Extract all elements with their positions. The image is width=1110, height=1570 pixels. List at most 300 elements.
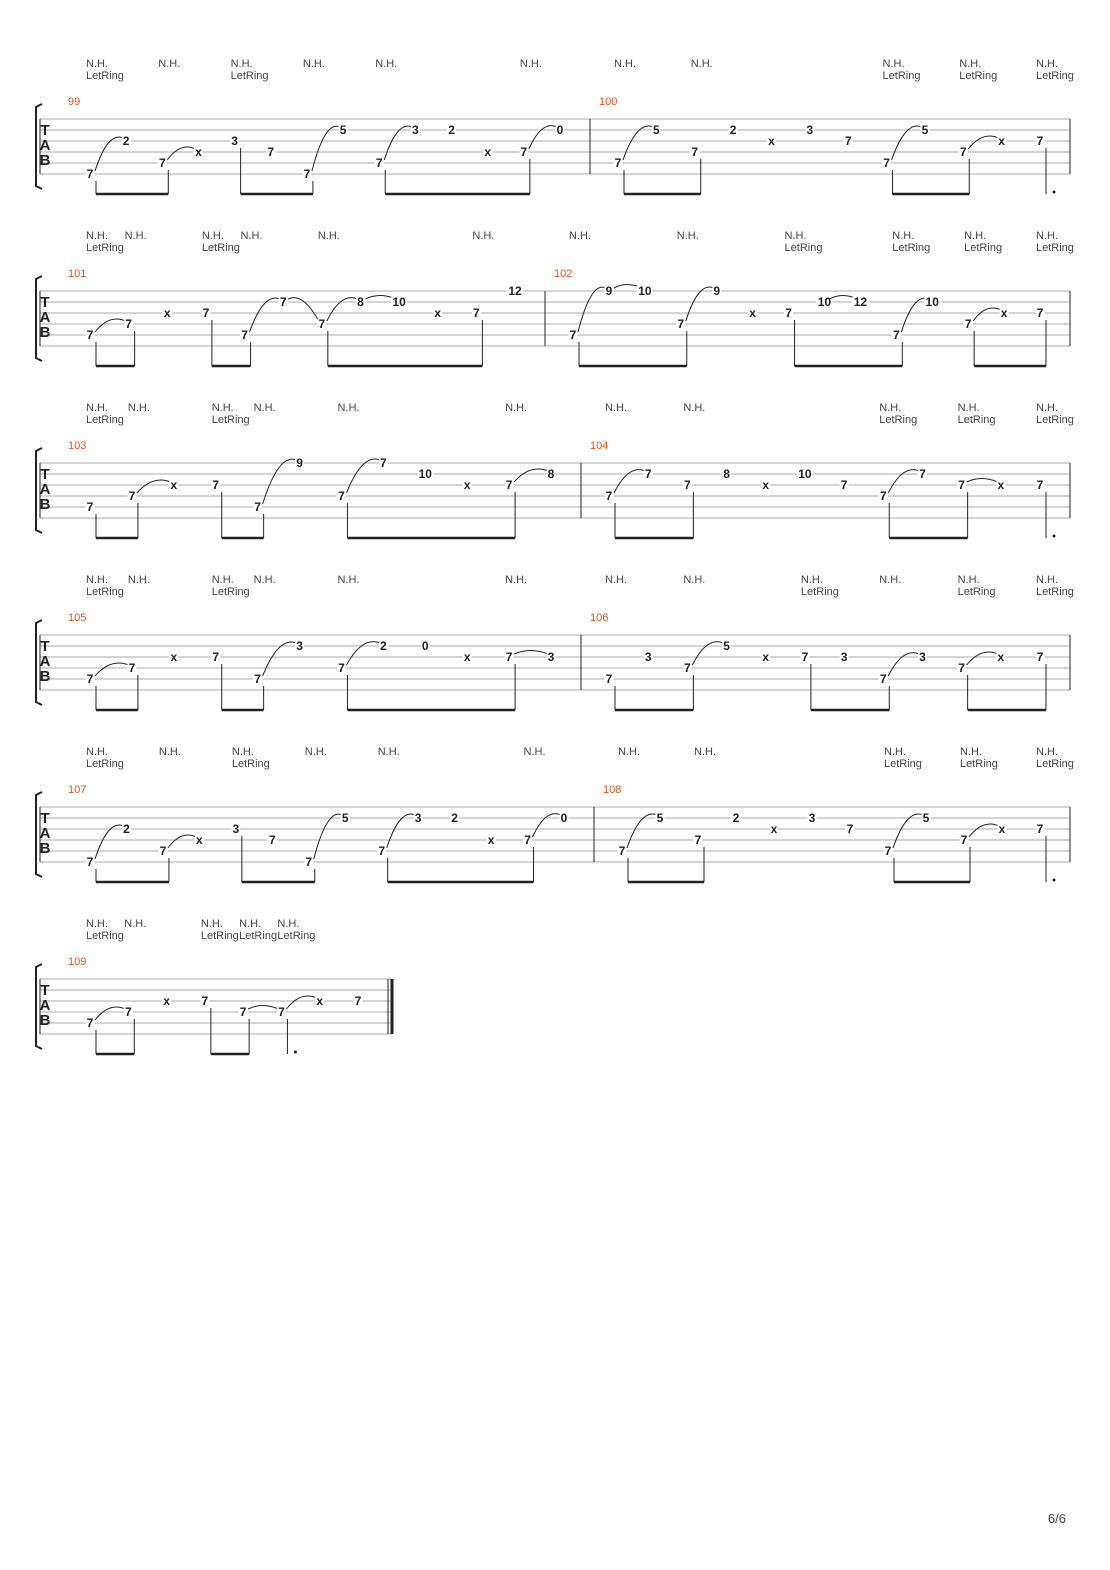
let-ring-label: LetRing — [884, 758, 922, 770]
natural-harmonic-label: N.H. — [253, 574, 276, 586]
fret-number: 7 — [919, 467, 926, 481]
measure-number: 102 — [554, 268, 573, 280]
natural-harmonic-label: N.H. — [211, 402, 234, 414]
natural-harmonic-label: N.H. — [676, 230, 699, 242]
fret-number: 7 — [241, 328, 248, 342]
dead-note: x — [170, 478, 178, 492]
measure-number: 106 — [590, 612, 609, 624]
fret-number: 7 — [605, 489, 613, 503]
natural-harmonic-label: N.H. — [240, 230, 263, 242]
fret-number: 7 — [254, 500, 261, 514]
fret-number: 7 — [86, 500, 94, 514]
tie-arc — [623, 126, 653, 160]
measure-number: 103 — [68, 440, 87, 452]
tie-arc — [168, 835, 196, 848]
let-ring-label: LetRing — [239, 930, 278, 942]
dead-note: x — [463, 478, 471, 492]
let-ring-label: LetRing — [1036, 758, 1074, 770]
tie-arc — [314, 814, 342, 859]
fret-number: 9 — [713, 284, 721, 298]
tab-clef-letter: B — [39, 840, 51, 857]
dotted-rhythm — [1053, 535, 1056, 538]
let-ring-label: LetRing — [211, 586, 250, 598]
natural-harmonic-label: N.H. — [472, 230, 495, 242]
dead-note: x — [487, 833, 495, 847]
natural-harmonic-label: N.H. — [1036, 574, 1058, 586]
tie-arc — [95, 825, 123, 859]
dead-note: x — [170, 650, 178, 664]
tie-arc — [892, 126, 922, 160]
tab-clef-letter: B — [39, 668, 51, 685]
fret-number: 5 — [922, 811, 930, 825]
tie-arc — [514, 651, 548, 655]
tab-clef-letter: T — [40, 638, 50, 655]
page-number: 6/6 — [1047, 1511, 1066, 1526]
fret-number: 7 — [1036, 306, 1044, 320]
tie-arc — [967, 479, 998, 483]
fret-number: 2 — [451, 811, 458, 825]
fret-number: 7 — [505, 650, 513, 664]
tie-arc — [263, 459, 297, 504]
tie-arc — [514, 469, 548, 482]
fret-number: 7 — [644, 467, 652, 481]
natural-harmonic-label: N.H. — [86, 58, 108, 70]
let-ring-label: LetRing — [964, 242, 1003, 254]
tab-clef-letter: A — [39, 309, 51, 326]
fret-number: 7 — [375, 156, 383, 170]
fret-number: 7 — [202, 306, 210, 320]
fret-number: 0 — [556, 123, 564, 137]
fret-number: 7 — [338, 661, 345, 675]
natural-harmonic-label: N.H. — [86, 574, 108, 586]
fret-number: 3 — [232, 822, 240, 836]
fret-number: 7 — [305, 855, 313, 869]
fret-number: 7 — [964, 317, 972, 331]
fret-number: 7 — [879, 489, 887, 503]
fret-number: 7 — [86, 167, 94, 181]
fret-number: 7 — [694, 833, 702, 847]
tie-arc — [286, 996, 316, 1009]
natural-harmonic-label: N.H. — [505, 574, 528, 586]
dead-note: x — [998, 822, 1006, 836]
natural-harmonic-label: N.H. — [800, 574, 823, 586]
fret-number: 9 — [296, 456, 303, 470]
dead-note: x — [195, 145, 202, 159]
natural-harmonic-label: N.H. — [124, 918, 147, 930]
let-ring-label: LetRing — [800, 586, 839, 598]
let-ring-label: LetRing — [277, 930, 316, 942]
measure-number: 101 — [68, 268, 87, 280]
let-ring-label: LetRing — [1036, 242, 1074, 254]
fret-number: 7 — [338, 489, 345, 503]
natural-harmonic-label: N.H. — [124, 230, 147, 242]
fret-number: 7 — [1036, 822, 1044, 836]
fret-number: 10 — [418, 467, 432, 481]
natural-harmonic-label: N.H. — [158, 58, 181, 70]
tab-clef-letter: B — [39, 496, 51, 513]
natural-harmonic-label: N.H. — [201, 230, 224, 242]
fret-number: 7 — [212, 650, 220, 664]
fret-number: 7 — [303, 167, 311, 181]
dead-note: x — [997, 650, 1005, 664]
natural-harmonic-label: N.H. — [304, 746, 327, 758]
natural-harmonic-label: N.H. — [239, 918, 262, 930]
natural-harmonic-label: N.H. — [882, 58, 905, 70]
natural-harmonic-label: N.H. — [614, 58, 636, 70]
measure-number: 107 — [68, 784, 87, 796]
fret-number: 7 — [128, 489, 136, 503]
dead-note: x — [770, 822, 778, 836]
fret-number: 7 — [86, 1016, 94, 1030]
fret-number: 7 — [844, 134, 852, 148]
let-ring-label: LetRing — [86, 414, 124, 426]
fret-number: 7 — [254, 672, 261, 686]
let-ring-label: LetRing — [892, 242, 931, 254]
fret-number: 7 — [520, 145, 528, 159]
natural-harmonic-label: N.H. — [86, 746, 108, 758]
fret-number: 7 — [86, 672, 94, 686]
tie-arc — [248, 1006, 278, 1010]
natural-harmonic-label: N.H. — [683, 402, 706, 414]
tie-arc — [327, 298, 358, 321]
fret-number: 10 — [798, 467, 812, 481]
let-ring-label: LetRing — [784, 242, 823, 254]
fret-number: 7 — [879, 672, 887, 686]
natural-harmonic-label: N.H. — [158, 746, 181, 758]
dotted-rhythm — [1053, 879, 1056, 882]
let-ring-label: LetRing — [957, 414, 996, 426]
tab-clef-letter: T — [40, 294, 50, 311]
fret-number: 7 — [605, 672, 613, 686]
natural-harmonic-label: N.H. — [690, 58, 713, 70]
tab-clef-letter: A — [39, 825, 51, 842]
fret-number: 7 — [1036, 478, 1044, 492]
fret-number: 7 — [785, 306, 792, 320]
natural-harmonic-label: N.H. — [375, 58, 398, 70]
natural-harmonic-label: N.H. — [523, 746, 546, 758]
natural-harmonic-label: N.H. — [302, 58, 325, 70]
fret-number: 7 — [801, 650, 809, 664]
fret-number: 5 — [723, 639, 730, 653]
tab-clef-letter: T — [40, 466, 50, 483]
dead-note: x — [768, 134, 775, 148]
tie-arc — [384, 126, 412, 160]
tab-clef-letter: A — [39, 653, 51, 670]
fret-number: 2 — [122, 134, 130, 148]
fret-number: 2 — [123, 822, 130, 836]
tab-clef-letter: B — [39, 152, 51, 169]
let-ring-label: LetRing — [960, 758, 998, 770]
natural-harmonic-label: N.H. — [231, 746, 254, 758]
fret-number: 3 — [919, 650, 926, 664]
let-ring-label: LetRing — [1036, 586, 1074, 598]
natural-harmonic-label: N.H. — [784, 230, 807, 242]
dead-note: x — [196, 833, 203, 847]
dead-note: x — [1000, 306, 1008, 320]
tie-arc — [614, 470, 645, 493]
dead-note: x — [762, 650, 770, 664]
natural-harmonic-label: N.H. — [618, 746, 640, 758]
tie-arc — [967, 652, 998, 665]
tie-arc — [346, 459, 380, 493]
fret-number: 3 — [644, 650, 652, 664]
natural-harmonic-label: N.H. — [694, 746, 716, 758]
let-ring-label: LetRing — [882, 70, 921, 82]
natural-harmonic-label: N.H. — [1036, 230, 1058, 242]
natural-harmonic-label: N.H. — [683, 574, 706, 586]
tab-clef-letter: A — [39, 997, 51, 1014]
measure-number: 100 — [599, 96, 618, 108]
natural-harmonic-label: N.H. — [127, 402, 150, 414]
fret-number: 10 — [638, 284, 652, 298]
fret-number: 8 — [723, 467, 730, 481]
natural-harmonic-label: N.H. — [892, 230, 915, 242]
measure-number: 104 — [590, 440, 609, 452]
tie-arc — [95, 1007, 125, 1020]
tab-clef-letter: A — [39, 137, 51, 154]
fret-number: 7 — [201, 994, 209, 1008]
natural-harmonic-label: N.H. — [569, 230, 591, 242]
fret-number: 2 — [448, 123, 455, 137]
tie-arc — [95, 319, 126, 332]
tie-arc — [888, 470, 919, 493]
fret-number: 7 — [125, 317, 132, 331]
natural-harmonic-label: N.H. — [337, 574, 360, 586]
tie-arc — [250, 298, 281, 332]
tie-arc — [686, 287, 714, 321]
fret-number: 7 — [960, 833, 968, 847]
fret-number: 7 — [840, 478, 848, 492]
fret-number: 5 — [653, 123, 660, 137]
natural-harmonic-label: N.H. — [605, 402, 627, 414]
natural-harmonic-label: N.H. — [964, 230, 987, 242]
natural-harmonic-label: N.H. — [884, 746, 906, 758]
fret-number: 7 — [618, 844, 626, 858]
let-ring-label: LetRing — [86, 758, 124, 770]
fret-number: 7 — [278, 1005, 285, 1019]
fret-number: 3 — [547, 650, 555, 664]
tab-clef-letter: T — [40, 122, 50, 139]
fret-number: 7 — [691, 145, 699, 159]
fret-number: 5 — [656, 811, 664, 825]
natural-harmonic-label: N.H. — [960, 746, 982, 758]
fret-number: 7 — [614, 156, 622, 170]
fret-number: 2 — [729, 123, 737, 137]
fret-number: 3 — [808, 811, 816, 825]
measure-number: 99 — [68, 96, 81, 108]
fret-number: 7 — [354, 994, 362, 1008]
fret-number: 7 — [86, 328, 94, 342]
let-ring-label: LetRing — [211, 414, 250, 426]
fret-number: 7 — [569, 328, 577, 342]
dead-note: x — [463, 650, 471, 664]
tie-arc — [167, 147, 195, 160]
natural-harmonic-label: N.H. — [317, 230, 340, 242]
fret-number: 7 — [958, 478, 965, 492]
natural-harmonic-label: N.H. — [127, 574, 150, 586]
natural-harmonic-label: N.H. — [230, 58, 253, 70]
natural-harmonic-label: N.H. — [211, 574, 234, 586]
tie-arc — [263, 642, 297, 676]
fret-number: 7 — [959, 145, 967, 159]
dead-note: x — [762, 478, 770, 492]
fret-number: 7 — [239, 1005, 247, 1019]
fret-number: 7 — [684, 478, 691, 492]
fret-number: 7 — [846, 822, 854, 836]
dead-note: x — [997, 478, 1005, 492]
let-ring-label: LetRing — [86, 70, 124, 82]
natural-harmonic-label: N.H. — [200, 918, 223, 930]
fret-number: 7 — [1036, 650, 1044, 664]
tie-arc — [137, 480, 171, 493]
dead-note: x — [434, 306, 442, 320]
natural-harmonic-label: N.H. — [337, 402, 360, 414]
fret-number: 3 — [414, 811, 422, 825]
fret-number: 7 — [124, 1005, 132, 1019]
dead-note: x — [484, 145, 492, 159]
fret-number: 7 — [892, 328, 900, 342]
tie-arc — [312, 126, 340, 171]
tab-clef-letter: A — [39, 481, 51, 498]
natural-harmonic-label: N.H. — [957, 574, 980, 586]
fret-number: 0 — [560, 811, 568, 825]
measure-number: 109 — [68, 956, 87, 968]
dead-note: x — [163, 994, 170, 1008]
fret-number: 7 — [212, 478, 220, 492]
fret-number: 7 — [268, 833, 276, 847]
fret-number: 10 — [392, 295, 406, 309]
fret-number: 7 — [158, 156, 166, 170]
fret-number: 7 — [380, 456, 387, 470]
fret-number: 7 — [677, 317, 685, 331]
let-ring-label: LetRing — [957, 586, 996, 598]
dead-note: x — [998, 134, 1005, 148]
fret-number: 7 — [1036, 134, 1044, 148]
fret-number: 7 — [524, 833, 531, 847]
let-ring-label: LetRing — [86, 586, 124, 598]
let-ring-label: LetRing — [200, 930, 239, 942]
natural-harmonic-label: N.H. — [253, 402, 276, 414]
natural-harmonic-label: N.H. — [86, 402, 108, 414]
fret-number: 7 — [279, 295, 287, 309]
fret-number: 5 — [341, 811, 349, 825]
tab-clef-letter: B — [39, 1012, 51, 1029]
let-ring-label: LetRing — [230, 70, 269, 82]
fret-number: 3 — [296, 639, 303, 653]
tie-arc — [387, 814, 415, 848]
dotted-rhythm — [1053, 191, 1056, 194]
natural-harmonic-label: N.H. — [86, 918, 108, 930]
let-ring-label: LetRing — [1036, 70, 1074, 82]
tie-arc — [288, 298, 319, 321]
tie-arc — [578, 287, 606, 332]
fret-number: 7 — [267, 145, 275, 159]
fret-number: 7 — [128, 661, 136, 675]
natural-harmonic-label: N.H. — [879, 574, 902, 586]
tab-clef-letter: T — [40, 982, 50, 999]
dead-note: x — [316, 994, 324, 1008]
tab-clef-letter: B — [39, 324, 51, 341]
fret-number: 5 — [921, 123, 929, 137]
tie-arc — [888, 653, 919, 676]
fret-number: 8 — [357, 295, 364, 309]
fret-number: 7 — [958, 661, 965, 675]
fret-number: 7 — [378, 844, 386, 858]
let-ring-label: LetRing — [959, 70, 998, 82]
measure-number: 105 — [68, 612, 87, 624]
dotted-rhythm — [294, 1051, 297, 1054]
fret-number: 3 — [412, 123, 419, 137]
fret-number: 2 — [380, 639, 387, 653]
fret-number: 7 — [684, 661, 691, 675]
fret-number: 7 — [159, 844, 167, 858]
natural-harmonic-label: N.H. — [505, 402, 528, 414]
fret-number: 0 — [421, 639, 429, 653]
tab-clef-letter: T — [40, 810, 50, 827]
tie-arc — [529, 126, 557, 149]
tie-arc — [969, 824, 999, 837]
dead-note: x — [163, 306, 171, 320]
fret-number: 8 — [547, 467, 555, 481]
tie-arc — [968, 136, 998, 149]
tie-arc — [692, 642, 723, 665]
let-ring-label: LetRing — [86, 930, 124, 942]
natural-harmonic-label: N.H. — [879, 402, 902, 414]
fret-number: 3 — [840, 650, 848, 664]
let-ring-label: LetRing — [201, 242, 240, 254]
let-ring-label: LetRing — [231, 758, 270, 770]
fret-number: 7 — [883, 156, 890, 170]
let-ring-label: LetRing — [1036, 414, 1074, 426]
fret-number: 9 — [605, 284, 613, 298]
tie-arc — [973, 308, 1001, 321]
fret-number: 7 — [473, 306, 480, 320]
tie-arc — [627, 814, 657, 848]
fret-number: 7 — [884, 844, 892, 858]
natural-harmonic-label: N.H. — [957, 402, 980, 414]
tie-arc — [346, 642, 380, 665]
fret-number: 5 — [339, 123, 347, 137]
natural-harmonic-label: N.H. — [1036, 58, 1058, 70]
natural-harmonic-label: N.H. — [277, 918, 300, 930]
fret-number: 3 — [806, 123, 814, 137]
tie-arc — [95, 663, 129, 676]
fret-number: 7 — [86, 855, 94, 869]
fret-number: 7 — [505, 478, 513, 492]
let-ring-label: LetRing — [879, 414, 918, 426]
fret-number: 10 — [817, 295, 832, 309]
fret-number: 10 — [925, 295, 939, 309]
natural-harmonic-label: N.H. — [86, 230, 108, 242]
fret-number: 12 — [853, 295, 868, 309]
dead-note: x — [749, 306, 756, 320]
tie-arc — [893, 814, 923, 848]
fret-number: 12 — [508, 284, 522, 298]
tie-arc — [533, 814, 561, 837]
let-ring-label: LetRing — [86, 242, 124, 254]
measure-number: 108 — [603, 784, 622, 796]
fret-number: 3 — [231, 134, 238, 148]
fret-number: 7 — [318, 317, 326, 331]
natural-harmonic-label: N.H. — [1036, 402, 1058, 414]
natural-harmonic-label: N.H. — [377, 746, 400, 758]
natural-harmonic-label: N.H. — [519, 58, 542, 70]
fret-number: 2 — [732, 811, 740, 825]
natural-harmonic-label: N.H. — [1036, 746, 1058, 758]
natural-harmonic-label: N.H. — [605, 574, 627, 586]
natural-harmonic-label: N.H. — [959, 58, 982, 70]
tie-arc — [95, 137, 123, 171]
